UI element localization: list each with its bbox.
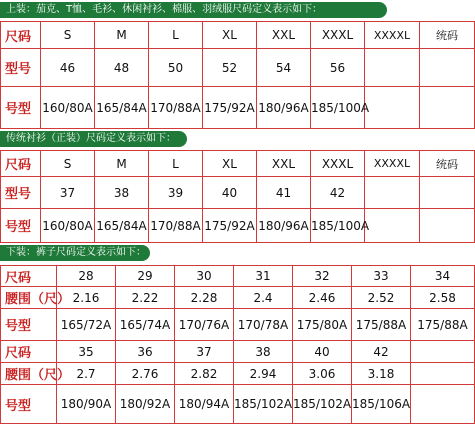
size-row <box>1 266 475 287</box>
table-cell: 170/88A <box>149 87 203 129</box>
table-cell: 40 <box>293 341 352 363</box>
table-cell: 40 <box>203 177 257 209</box>
model-row <box>1 177 475 209</box>
table-cell <box>411 385 475 424</box>
table-cell: 3.06 <box>293 363 352 385</box>
table-cell: M <box>95 151 149 177</box>
table-cell: 统码 <box>420 22 475 49</box>
table-cell: 56 <box>311 49 365 87</box>
table-cell: 185/102A <box>293 385 352 424</box>
table-cell: 48 <box>95 49 149 87</box>
table-cell: XXL <box>257 151 311 177</box>
table-cell: 2.4 <box>234 287 293 309</box>
table-cell: 185/106A <box>352 385 411 424</box>
row-label: 腰围（尺） <box>1 287 57 309</box>
spec-row <box>1 385 475 424</box>
table-cell <box>365 87 420 129</box>
table-cell: 39 <box>149 177 203 209</box>
size-row <box>1 22 475 49</box>
table-cell: 2.94 <box>234 363 293 385</box>
table-cell <box>365 49 420 87</box>
table-cell: 180/92A <box>116 385 175 424</box>
row-label: 号型 <box>1 209 41 243</box>
shirt-section-title: 传统衬衫（正装）尺码定义表示如下： <box>0 131 187 147</box>
table-cell: 180/90A <box>57 385 116 424</box>
table-cell: 37 <box>175 341 234 363</box>
waist-row <box>1 363 475 385</box>
table-cell: 165/84A <box>95 87 149 129</box>
table-cell: 50 <box>149 49 203 87</box>
spec-row <box>1 209 475 243</box>
shirt-size-table <box>0 150 475 243</box>
table-cell: 185/100A <box>311 87 365 129</box>
table-cell <box>420 87 475 129</box>
spec-row <box>1 87 475 129</box>
row-label: 号型 <box>1 309 57 341</box>
table-cell: 28 <box>57 266 116 287</box>
table-cell: 2.28 <box>175 287 234 309</box>
table-cell: 160/80A <box>41 209 95 243</box>
table-cell: 2.52 <box>352 287 411 309</box>
table-cell: M <box>95 22 149 49</box>
table-cell: 34 <box>411 266 475 287</box>
table-cell: 38 <box>95 177 149 209</box>
table-cell: 170/76A <box>175 309 234 341</box>
table-cell: 37 <box>41 177 95 209</box>
table-cell <box>365 209 420 243</box>
row-label: 型号 <box>1 49 41 87</box>
table-cell: XXXXL <box>365 22 420 49</box>
table-cell: 54 <box>257 49 311 87</box>
table-cell: 180/94A <box>175 385 234 424</box>
row-label: 尺码 <box>1 341 57 363</box>
table-cell: XL <box>203 151 257 177</box>
row-label: 型号 <box>1 177 41 209</box>
table-cell: 2.82 <box>175 363 234 385</box>
table-cell: 30 <box>175 266 234 287</box>
table-cell: 175/88A <box>352 309 411 341</box>
table-cell: 52 <box>203 49 257 87</box>
size-row <box>1 151 475 177</box>
row-label: 尺码 <box>1 266 57 287</box>
table-cell: XXL <box>257 22 311 49</box>
table-cell: 42 <box>352 341 411 363</box>
table-cell: 33 <box>352 266 411 287</box>
table-cell: 180/96A <box>257 209 311 243</box>
table-cell: 170/78A <box>234 309 293 341</box>
table-cell: 41 <box>257 177 311 209</box>
table-cell: L <box>149 22 203 49</box>
table-cell: 2.76 <box>116 363 175 385</box>
table-cell: 35 <box>57 341 116 363</box>
table-cell: 165/84A <box>95 209 149 243</box>
row-label: 尺码 <box>1 151 41 177</box>
table-cell: 165/74A <box>116 309 175 341</box>
table-cell <box>420 177 475 209</box>
table-cell: 175/80A <box>293 309 352 341</box>
table-cell <box>420 209 475 243</box>
table-cell: XXXL <box>311 151 365 177</box>
table-cell: 2.46 <box>293 287 352 309</box>
table-cell: 185/100A <box>311 209 365 243</box>
table-cell: 2.7 <box>57 363 116 385</box>
table-cell: XXXXL <box>365 151 420 177</box>
table-cell: 175/88A <box>411 309 475 341</box>
pants-section-title: 下装：裤子尺码定义表示如下： <box>0 245 150 261</box>
table-cell: 3.18 <box>352 363 411 385</box>
row-label: 号型 <box>1 87 41 129</box>
table-cell: L <box>149 151 203 177</box>
table-cell: 2.16 <box>57 287 116 309</box>
table-cell <box>411 363 475 385</box>
table-cell: 175/92A <box>203 209 257 243</box>
model-row <box>1 49 475 87</box>
table-cell: 165/72A <box>57 309 116 341</box>
table-cell: XL <box>203 22 257 49</box>
table-cell: 2.22 <box>116 287 175 309</box>
table-cell <box>411 341 475 363</box>
spec-row <box>1 309 475 341</box>
table-cell: 统码 <box>420 151 475 177</box>
table-cell: 180/96A <box>257 87 311 129</box>
table-cell: 2.58 <box>411 287 475 309</box>
table-cell <box>365 177 420 209</box>
size-row <box>1 341 475 363</box>
table-cell: 185/102A <box>234 385 293 424</box>
table-cell: 175/92A <box>203 87 257 129</box>
table-cell: 170/88A <box>149 209 203 243</box>
waist-row <box>1 287 475 309</box>
table-cell: 31 <box>234 266 293 287</box>
table-cell: 29 <box>116 266 175 287</box>
table-cell: 42 <box>311 177 365 209</box>
table-cell: 46 <box>41 49 95 87</box>
row-label: 尺码 <box>1 22 41 49</box>
row-label: 号型 <box>1 385 57 424</box>
top-size-table <box>0 21 475 129</box>
table-cell <box>420 49 475 87</box>
row-label: 腰围（尺） <box>1 363 57 385</box>
table-cell: 36 <box>116 341 175 363</box>
table-cell: S <box>41 22 95 49</box>
pants-size-table <box>0 265 475 424</box>
table-cell: XXXL <box>311 22 365 49</box>
table-cell: 32 <box>293 266 352 287</box>
table-cell: 160/80A <box>41 87 95 129</box>
top-section-title: 上装：茄克、T恤、毛衫、休闲衬衫、棉服、羽绒服尺码定义表示如下： <box>0 2 387 18</box>
table-cell: 38 <box>234 341 293 363</box>
table-cell: S <box>41 151 95 177</box>
